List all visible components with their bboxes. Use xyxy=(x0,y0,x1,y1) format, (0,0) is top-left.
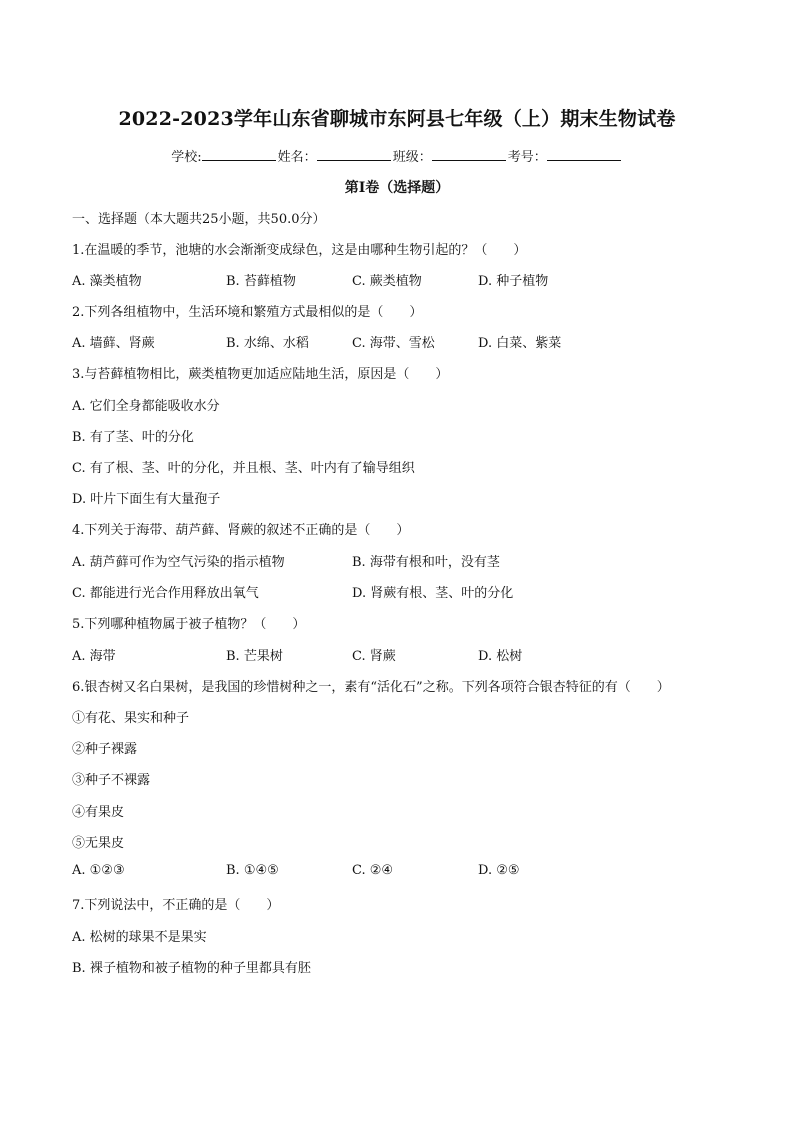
part-title: 一、选择题（本大题共25小题，共50.0分） xyxy=(72,212,326,227)
student-info-line xyxy=(0,146,794,165)
question-6-item-5: ⑤无果皮 xyxy=(72,836,125,851)
question-2-option-a[interactable]: A. 墙藓、肾蕨 xyxy=(72,336,155,351)
question-7-option-b[interactable]: B. 裸子植物和被子植物的种子里都具有胚 xyxy=(72,961,311,976)
question-5-option-a[interactable]: A. 海带 xyxy=(72,649,116,664)
question-5-option-d[interactable]: D. 松树 xyxy=(478,649,523,664)
name-blank[interactable] xyxy=(317,148,391,161)
question-4-option-c[interactable]: C. 都能进行光合作用释放出氧气 xyxy=(72,586,259,601)
question-2-option-d[interactable]: D. 白菜、紫菜 xyxy=(478,336,562,351)
question-6-option-b[interactable]: B. ①④⑤ xyxy=(226,863,279,878)
question-5-stem: 5.下列哪种植物属于被子植物？（ ） xyxy=(72,617,306,632)
question-3-option-c[interactable]: C. 有了根、茎、叶的分化，并且根、茎、叶内有了输导组织 xyxy=(72,461,415,476)
question-5-option-b[interactable]: B. 芒果树 xyxy=(226,649,283,664)
question-1-option-c[interactable]: C. 蕨类植物 xyxy=(352,274,422,289)
question-2-stem: 2.下列各组植物中，生活环境和繁殖方式最相似的是（ ） xyxy=(72,305,423,320)
name-label: 姓名： xyxy=(277,150,317,165)
question-4-option-a[interactable]: A. 葫芦藓可作为空气污染的指示植物 xyxy=(72,555,285,570)
question-1-stem: 1.在温暖的季节，池塘的水会渐渐变成绿色，这是由哪种生物引起的？（ ） xyxy=(72,243,527,258)
question-3-option-b[interactable]: B. 有了茎、叶的分化 xyxy=(72,430,194,445)
question-1-option-a[interactable]: A. 藻类植物 xyxy=(72,274,142,289)
question-6-option-d[interactable]: D. ②⑤ xyxy=(478,863,520,878)
question-7-stem: 7.下列说法中，不正确的是（ ） xyxy=(72,898,280,913)
question-6-option-a[interactable]: A. ①②③ xyxy=(72,863,125,878)
question-5-option-c[interactable]: C. 肾蕨 xyxy=(352,649,396,664)
question-6-option-c[interactable]: C. ②④ xyxy=(352,863,394,878)
question-6-stem: 6.银杏树又名白果树，是我国的珍惜树种之一，素有“活化石”之称。下列各项符合银杏特征的有（ ） xyxy=(72,680,670,695)
question-6-item-3: ③种子不裸露 xyxy=(72,773,151,788)
question-1-option-d[interactable]: D. 种子植物 xyxy=(478,274,549,289)
question-3-stem: 3.与苔藓植物相比，蕨类植物更加适应陆地生活，原因是（ ） xyxy=(72,367,449,382)
question-3-option-a[interactable]: A. 它们全身都能吸收水分 xyxy=(72,399,220,414)
exam-title: 2022-2023学年山东省聊城市东阿县七年级（上）期末生物试卷 xyxy=(118,108,676,130)
question-3-option-d[interactable]: D. 叶片下面生有大量孢子 xyxy=(72,492,221,507)
question-6-item-2: ②种子裸露 xyxy=(72,742,138,757)
question-4-stem: 4.下列关于海带、葫芦藓、肾蕨的叙述不正确的是（ ） xyxy=(72,523,410,538)
exam-no-blank[interactable] xyxy=(547,148,621,161)
question-6-item-4: ④有果皮 xyxy=(72,805,125,820)
question-6-item-1: ①有花、果实和种子 xyxy=(72,711,190,726)
class-blank[interactable] xyxy=(432,148,506,161)
question-2-option-c[interactable]: C. 海带、雪松 xyxy=(352,336,435,351)
school-label: 学校: xyxy=(171,150,202,165)
question-7-option-a[interactable]: A. 松树的球果不是果实 xyxy=(72,930,207,945)
question-4-option-d[interactable]: D. 肾蕨有根、茎、叶的分化 xyxy=(352,586,514,601)
question-4-option-b[interactable]: B. 海带有根和叶，没有茎 xyxy=(352,555,500,570)
school-blank[interactable] xyxy=(202,148,276,161)
question-2-option-b[interactable]: B. 水绵、水稻 xyxy=(226,336,309,351)
volume-title: 第I卷（选择题） xyxy=(344,180,450,196)
question-1-option-b[interactable]: B. 苔藓植物 xyxy=(226,274,296,289)
class-label: 班级： xyxy=(392,150,432,165)
exam-no-label: 考号： xyxy=(507,150,547,165)
